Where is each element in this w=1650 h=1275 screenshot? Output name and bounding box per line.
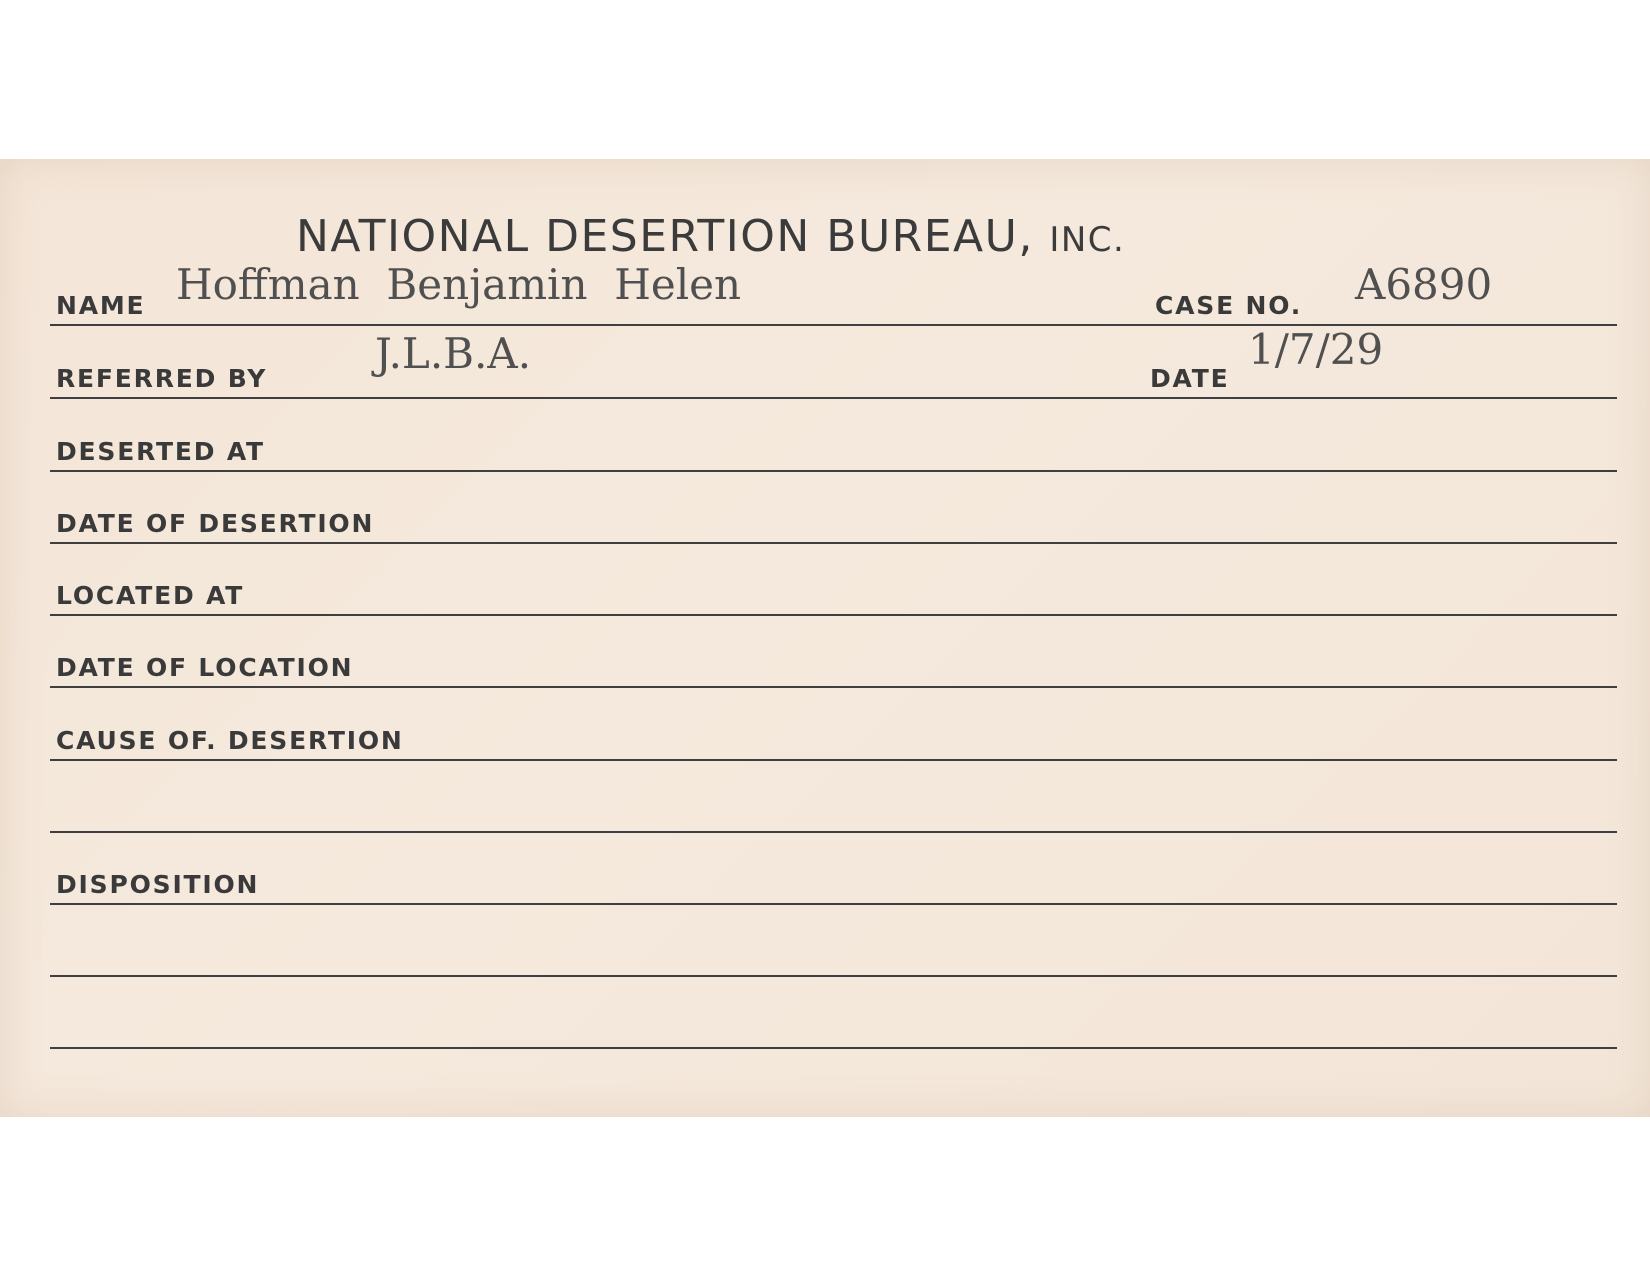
deserted-at-row <box>50 402 1617 472</box>
referred-by-row <box>50 325 1617 399</box>
index-card <box>0 159 1650 1117</box>
name-row <box>50 256 1617 326</box>
disposition-row <box>50 835 1617 905</box>
referred-by-rule <box>50 397 1617 399</box>
disposition-rule-3 <box>50 1047 1617 1049</box>
date-of-location-label: DATE OF LOCATION <box>56 653 354 682</box>
referred-by-label: REFERRED BY <box>56 364 268 393</box>
disposition-label: DISPOSITION <box>56 870 260 899</box>
deserted-at-rule <box>50 470 1617 472</box>
cause-of-desertion-row <box>50 691 1617 761</box>
date-value: 1/7/29 <box>1248 325 1384 374</box>
date-of-location-row <box>50 618 1617 688</box>
title-suffix: INC. <box>1049 220 1126 260</box>
located-at-rule <box>50 614 1617 616</box>
cause-of-desertion-label: CAUSE OF. DESERTION <box>56 726 404 755</box>
name-label: NAME <box>56 291 146 320</box>
title-main: NATIONAL DESERTION BUREAU, <box>296 211 1034 262</box>
referred-by-value: J.L.B.A. <box>375 329 532 378</box>
located-at-row <box>50 546 1617 616</box>
cause-continuation-rule <box>50 831 1617 833</box>
located-at-label: LOCATED AT <box>56 581 245 610</box>
date-of-location-rule <box>50 686 1617 688</box>
date-of-desertion-row <box>50 474 1617 544</box>
disposition-rule <box>50 903 1617 905</box>
date-of-desertion-label: DATE OF DESERTION <box>56 509 375 538</box>
disposition-rule-2 <box>50 975 1617 977</box>
date-label: DATE <box>1150 364 1230 393</box>
name-value: Hoffman Benjamin Helen <box>176 260 742 309</box>
deserted-at-label: DESERTED AT <box>56 437 265 466</box>
date-of-desertion-rule <box>50 542 1617 544</box>
disposition-line-2 <box>50 907 1617 977</box>
cause-continuation-row <box>50 763 1617 833</box>
disposition-line-3 <box>50 979 1617 1049</box>
case-no-label: CASE NO. <box>1155 291 1303 320</box>
case-no-value: A6890 <box>1355 260 1493 309</box>
card-title <box>296 211 1125 262</box>
cause-of-desertion-rule <box>50 759 1617 761</box>
